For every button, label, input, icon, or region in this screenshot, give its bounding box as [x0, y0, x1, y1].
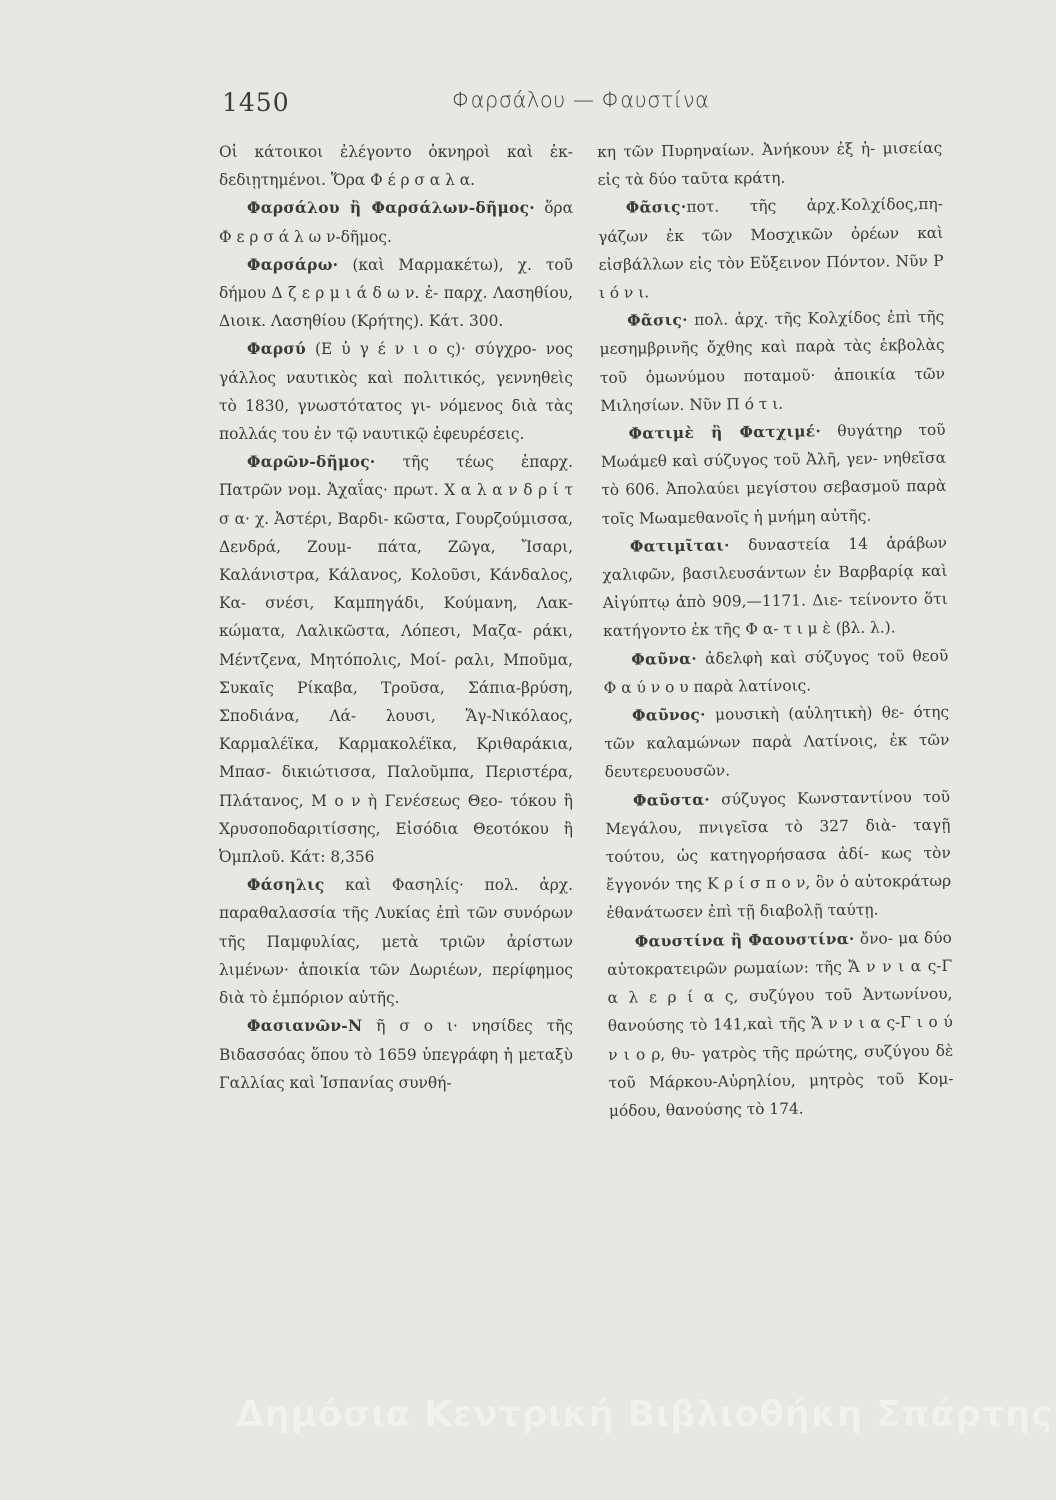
- dictionary-entry: Φάσηλις καὶ Φασηλίς· πολ. ἀρχ. παραθαλασσία τῆς Λυκίας ἐπὶ τῶν συνόρων τῆς Παμφυλίας, μετὰ τριῶν ἀρίστων λιμένων· ἀποικία τῶν Δωριέων, περίφημος διὰ τὸ ἐμπόριον αὐτῆς.: [219, 876, 573, 1008]
- headword: Φαῦνα·: [631, 649, 698, 669]
- dictionary-entry: Φατιμὲ ἢ Φατχιμέ· θυγάτηρ τοῦ Μωάμεθ καὶ σύζυγος τοῦ Ἀλῆ, γεν- νηθεῖσα τὸ 606. Ἀπολαύει μεγίστου σεβασμοῦ παρὰ τοῖς Μωαμεθανοῖς ἡ μνήμη αὐτῆς.: [600, 420, 947, 528]
- dictionary-entry: Φαρῶν-δῆμος· τῆς τέως ἐπαρχ. Πατρῶν νομ. Ἀχαΐας· πρωτ. Χ α λ α ν δ ρ ί τ σ α· χ. Ἀστέρι, Βαρδι- κῶστα, Γουρζούμισσα, Δενδρά, Ζουμ- πάτα, Ζῶγα, Ἴσαρι, Καλάνιστρα, Κάλανος, Κολοῦσι, Κάνδαλος, Κα- σνέσι, Καμπηγάδι, Κούμανη, Λακ- κώματα, Λαλικῶστα, Λόπεσι, Μαζα- ράκι, Μέντζενα, Μητόπολις, Μοί- ραλι, Μποῦμα, Συκαῖς Ρίκαβα, Τροῦσα, Σάπια-βρύση, Σποδιάνα, Λά- λουσι, Ἅγ-Νικόλαος, Καρμαλέϊκα, Καρμακολέϊκα, Κριθαράκια, Μπασ- δικιώτισσα, Παλοῦμπα, Περιστέρα, Πλάτανος, Μ ο ν ὴ Γενέσεως Θεο- τόκου ἢ Χρυσοποδαριτίσσης, Εἰσόδια Θεοτόκου ἢ Ὀμπλοῦ. Κάτ: 8,356: [219, 453, 573, 867]
- library-watermark: Δημόσια Κεντρική Βιβλιοθήκη Σπάρτης: [236, 1394, 1053, 1435]
- headword: Φαῦνος·: [631, 705, 706, 725]
- dictionary-entry: Φατιμῖται· δυναστεία 14 ἀράβων χαλιφῶν, βασιλευσάντων ἐν Βαρβαρίᾳ καὶ Αἰγύπτῳ ἀπὸ 909,—1171. Διε- τείνοντο ὅτι κατήγοντο ἐκ τῆς Φ α- τ ι μ ὲ (βλ. λ.).: [602, 533, 948, 641]
- headword: Φαυστίνα ἢ Φαουστίνα·: [634, 929, 855, 951]
- dictionary-entry: Φαρσάλου ἢ Φαρσάλων-δῆμος· ὅρα Φ ε ρ σ ά λ ω ν-δῆμος.: [219, 199, 573, 246]
- headword: Φατιμὲ ἢ Φατχιμέ·: [628, 422, 822, 443]
- right-column: [597, 134, 954, 1125]
- headword: Φασιανῶν-Ν: [247, 1017, 363, 1036]
- running-head: Φαρσάλου — Φαυστίνα: [452, 88, 710, 112]
- headword: Φαῦστα·: [632, 790, 711, 810]
- page-number: 1450: [222, 88, 290, 117]
- headword: Φατιμῖται·: [629, 536, 730, 556]
- dictionary-entry: Φαρσύ (Ε ὐ γ έ ν ι ο ς)· σύγχρο- νος γάλλος ναυτικὸς καὶ πολιτικός, γεννηθεὶς τὸ 1830, γνωστότατος γι- νόμενος διὰ τὰς πολλάς του ἐν τῷ ναυτικῷ ἐφευρέσεις.: [219, 340, 573, 444]
- dictionary-entry: Οἱ κάτοικοι ἐλέγοντο ὀκνηροὶ καὶ ἐκ- δεδιῃτημένοι. Ὅρα Φ έ ρ σ α λ α.: [219, 143, 573, 190]
- headword: Φαρῶν-δῆμος·: [247, 453, 376, 472]
- dictionary-entry: Φασιανῶν-Ν ῆ σ ο ι· νησίδες τῆς Βιδασσόας ὅπου τὸ 1659 ὑπεγράφη ἡ μεταξὺ Γαλλίας καὶ Ἱσπανίας συνθή-: [219, 1017, 573, 1092]
- headword: Φαρσάρω·: [247, 255, 339, 274]
- headword: Φαρσάλου ἢ Φαρσάλων-δῆμος·: [247, 199, 535, 218]
- dictionary-entry: Φαρσάρω· (καὶ Μαρμακέτω), χ. τοῦ δήμου Δ ζ ε ρ μ ι ά δ ω ν. ἐ- παρχ. Λασηθίου, Διοικ. Λασηθίου (Κρήτης). Κάτ. 300.: [219, 255, 573, 331]
- headword: Φάσηλις: [247, 876, 325, 895]
- dictionary-entry: Φαῦνος· μουσικὴ (αὐλητικὴ) θε- ότης τῶν καλαμώνων παρὰ Λατίνοις, ἐκ τῶν δευτερευουσῶν.: [604, 702, 950, 782]
- headword: Φᾶσις·: [625, 198, 687, 218]
- dictionary-entry: κη τῶν Πυρηναίων. Ἀνήκουν ἐξ ἡ- μισείας εἰς τὰ δύο ταῦτα κράτη.: [597, 138, 943, 190]
- page-header: [222, 88, 782, 122]
- dictionary-entry: Φᾶσις·ποτ. τῆς ἀρχ.Κολχίδος,πη- γάζων ἐκ τῶν Μοσχικῶν ὀρέων καὶ εἰσβάλλων εἰς τὸν Εὔξεινον Πόντον. Νῦν Ρ ι ό ν ι.: [598, 195, 944, 303]
- dictionary-entry: Φαῦνα· ἀδελφὴ καὶ σύζυγος τοῦ θεοῦ Φ α ύ ν ο υ παρὰ λατίνοις.: [603, 646, 949, 697]
- dictionary-entry: Φᾶσις· πολ. ἀρχ. τῆς Κολχίδος ἐπὶ τῆς μεσημβρινῆς ὄχθης καὶ παρὰ τὰς ἐκβολὰς τοῦ ὁμωνύμου ποταμοῦ· ἀποικία τῶν Μιλησίων. Νῦν Π ό τ ι.: [599, 307, 946, 415]
- left-column: [219, 138, 573, 1097]
- dictionary-entry: Φαῦστα· σύζυγος Κωνσταντίνου τοῦ Μεγάλου, πνιγεῖσα τὸ 327 διὰ- ταγῇ τούτου, ὡς κατηγορήσασα ἀδί- κως τὸν ἔγγονόν της Κ ρ ί σ π ο ν, ὃν ὁ αὐτοκράτωρ ἐθανάτωσεν ἐπὶ τῇ διαβολῇ ταύτῃ.: [605, 787, 952, 923]
- dictionary-entry: Φαυστίνα ἢ Φαουστίνα· ὄνο- μα δύο αὐτοκρατειρῶν ρωμαίων: τῆς Ἄ ν ν ι α ς-Γ α λ ε ρ ί α ς, συζύγου τοῦ Ἀντωνίνου, θανούσης τὸ 141,καὶ τῆς Ἄ ν ν ι α ς-Γ ι ο ύ ν ι ο ρ, θυ- γατρὸς τῆς πρώτης, συζύγου δὲ τοῦ Μάρκου-Αὐρηλίου, μητρὸς τοῦ Κομ- μόδου, θανούσης τὸ 174.: [607, 928, 954, 1120]
- headword: Φᾶσις·: [627, 311, 688, 330]
- headword: Φαρσύ: [247, 340, 307, 359]
